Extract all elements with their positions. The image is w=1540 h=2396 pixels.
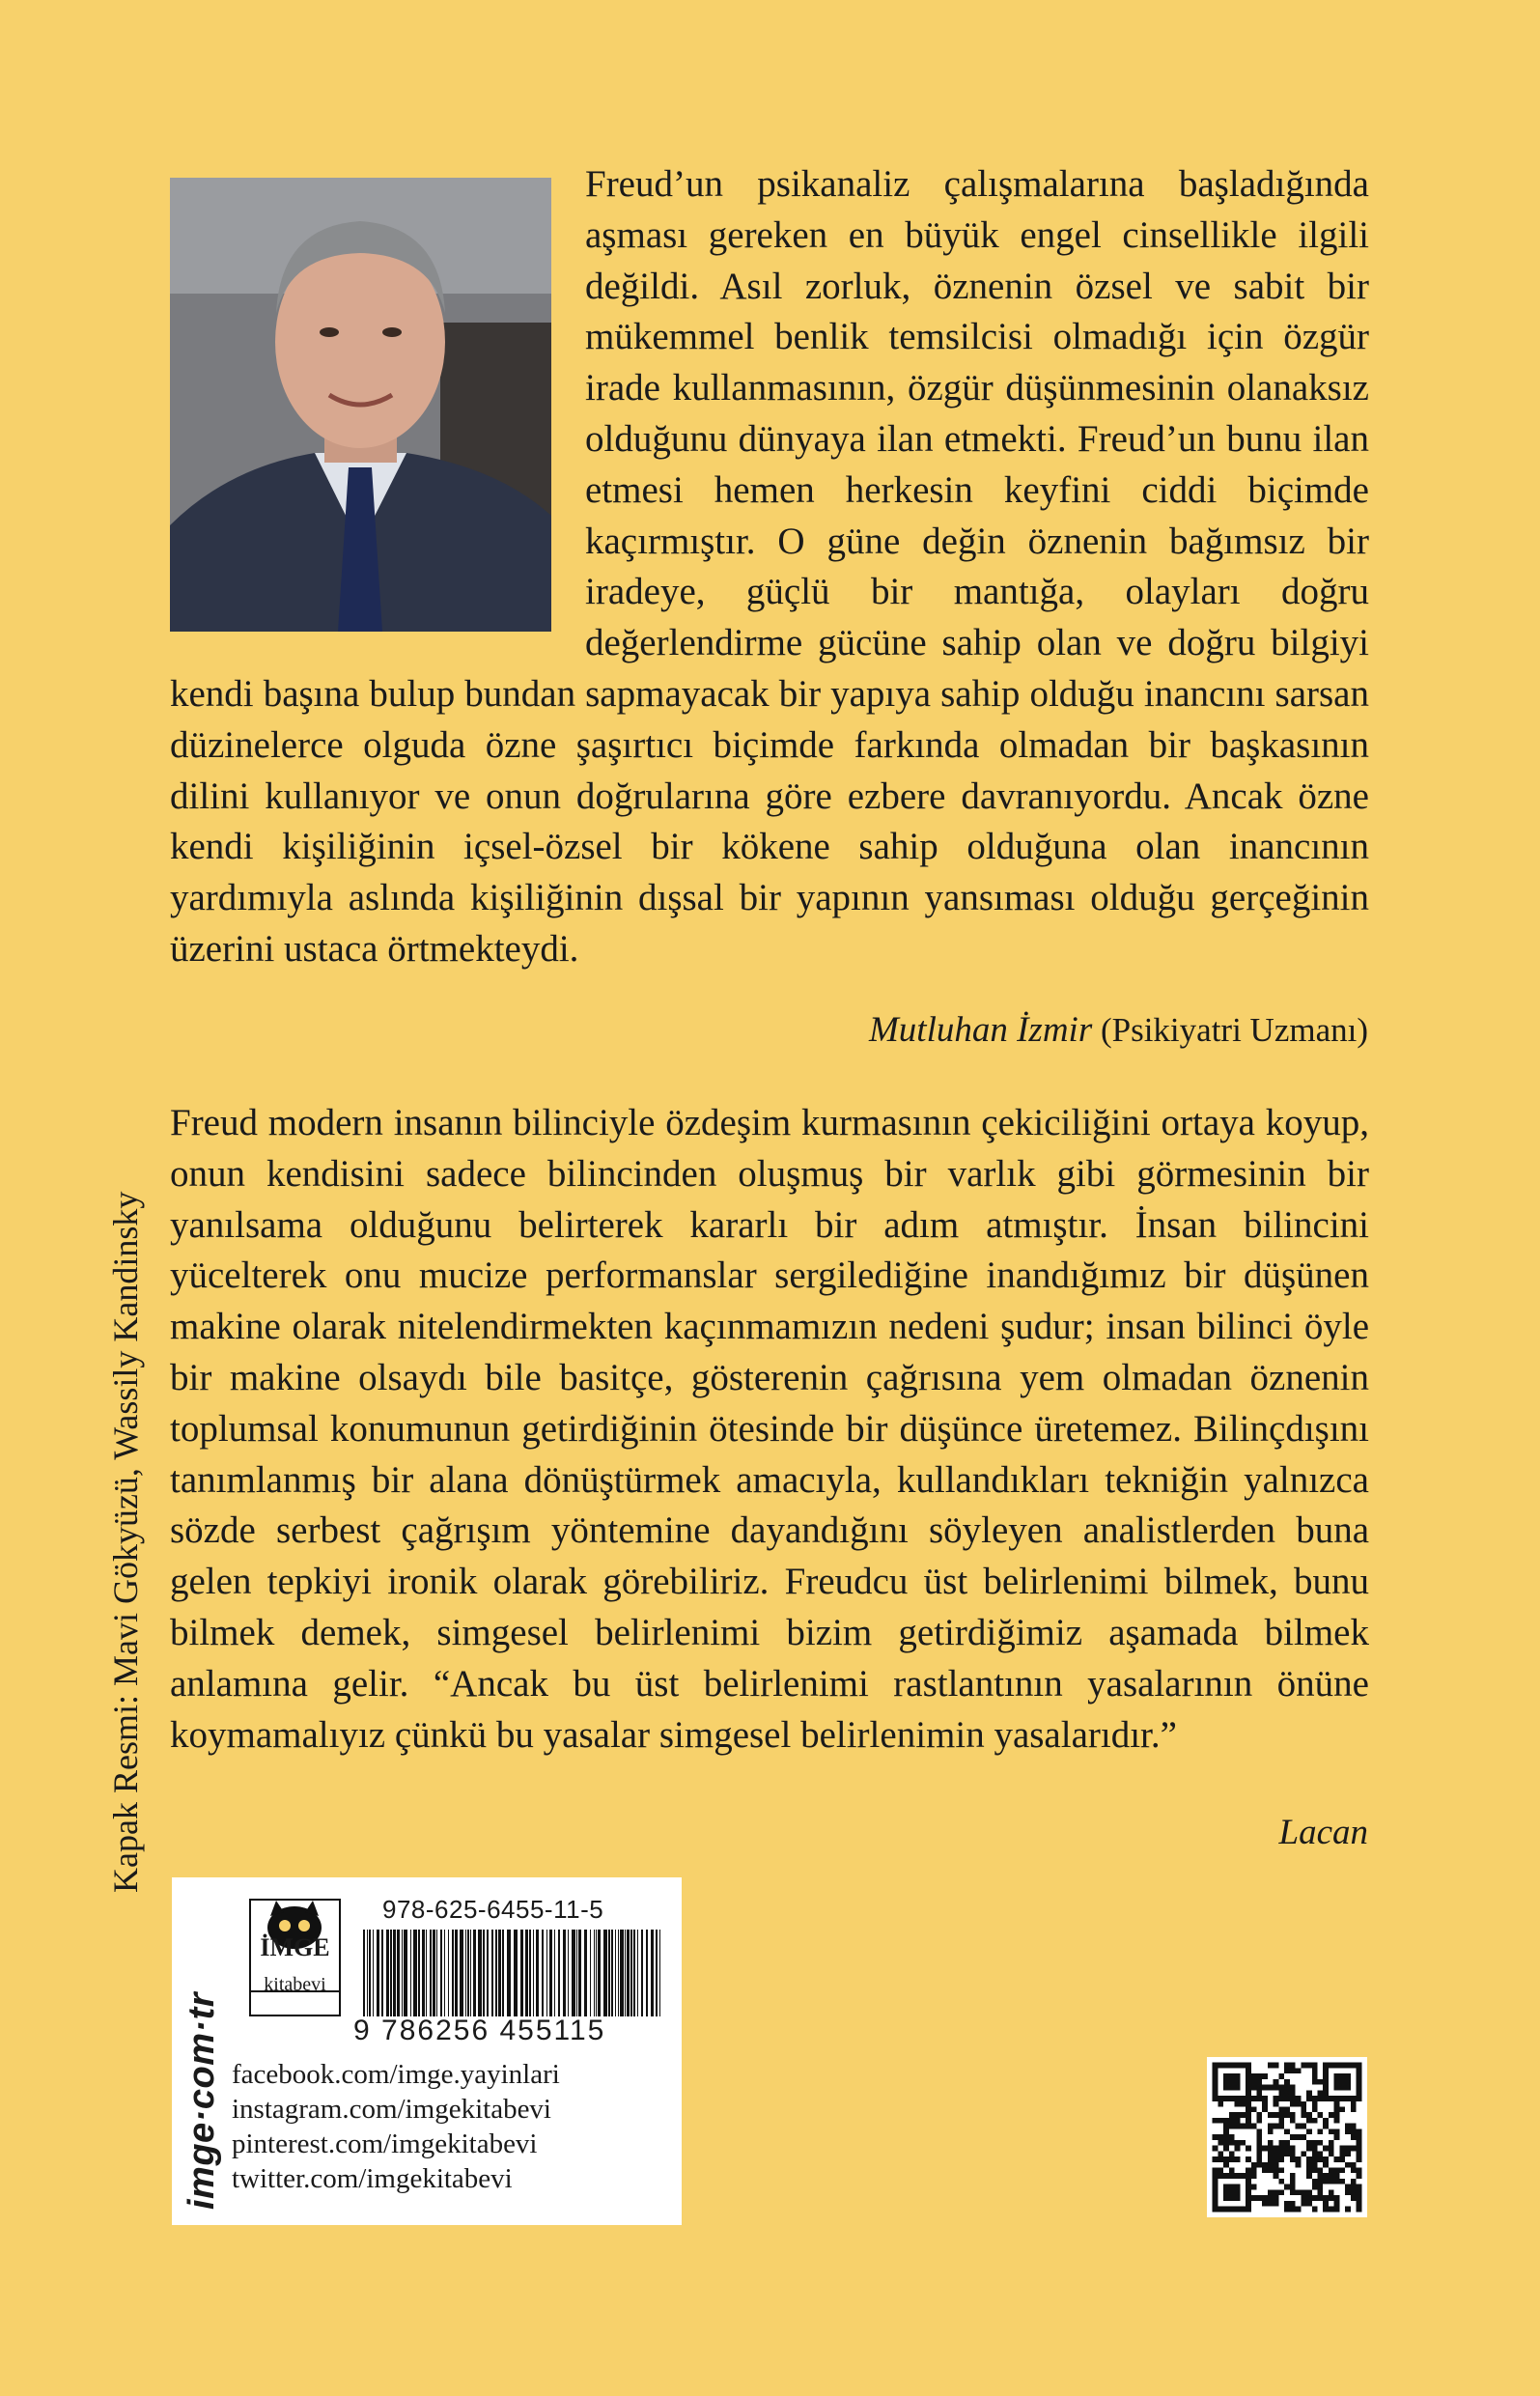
qr-code-icon (1207, 2057, 1367, 2217)
logo-name: İMGE (260, 1933, 330, 1961)
logo-subtitle: kitabevi (264, 1974, 326, 1995)
social-link-instagram[interactable]: instagram.com/imgekitabevi (232, 2094, 551, 2125)
social-links (232, 2057, 560, 2196)
signature-2 (1279, 1812, 1369, 1854)
cover-credit: Kapak Resmi: Mavi Gökyüzü, Wassily Kandinsky (106, 1191, 145, 1893)
publisher-site: imge·com·tr (182, 1991, 222, 2210)
isbn: 978-625-6455-11-5 (382, 1895, 604, 1924)
signature-1-name: Mutluhan İzmir (868, 1010, 1093, 1050)
main-paragraph-1 (170, 159, 1369, 975)
social-link-facebook[interactable]: facebook.com/imge.yayinlari (232, 2059, 560, 2090)
signature-2-name: Lacan (1278, 1813, 1368, 1852)
main-paragraph-2 (170, 1098, 1369, 1761)
barcode-number: 9 786256 455115 (353, 2015, 606, 2046)
barcode-icon (361, 1930, 666, 2016)
signature-1 (869, 1009, 1368, 1052)
signature-1-title: (Psikiyatri Uzmanı) (1100, 1011, 1368, 1049)
paragraph-1-text: Freud’un psikanaliz çalışmalarına başladığında aşması gereken en büyük engel cinsellikle ilgili değildi. Asıl zorluk, öznenin özsel ve sabit bir mükemmel benlik temsilcisi olmadığı için özgür irade kullanmasının, özgür düşünmesinin olanaksız olduğunu dünyaya ilan etmekti. Freud’un bunu ilan etmesi hemen herkesin keyfini ciddi biçimde kaçırmıştır. O güne değin öznenin bağımsız bir iradeye, güçlü bir mantığa, olayları doğru değerlendirme gücüne sahip olan ve doğru bilgiyi kendi başına bulup bundan sapmayacak bir yapıya sahip olduğu inancını sarsan düzinelerce olguda özne şaşırtıcı biçimde farkında olmadan bir başkasının dilini kullanıyor ve onun doğrularına göre ezbere davranıyordu. Ancak özne kendi kişiliğinin içsel-özsel bir kökene sahip olduğuna olan inancının yardımıyla aslında kişiliğinin dışsal bir yapının yansıması olduğu gerçeğinin üzerini ustaca örtmekteydi. (170, 163, 1369, 970)
social-link-pinterest[interactable]: pinterest.com/imgekitabevi (232, 2128, 538, 2159)
paragraph-2-text: Freud modern insanın bilinciyle özdeşim kurmasının çekiciliğini ortaya koyup, onun kendisini sadece bilincinden oluşmuş bir varlık gibi görmesinin bir yanılsama olduğunu belirterek kararlı bir adım atmıştır. İnsan bilincini yücelterek onu mucize performanslar sergilediğine inandığımız bir düşünen makine olarak nitelendirmekten kaçınmamızın nedeni şudur; insan bilinci öyle bir makine olsaydı bile basitçe, gösterenin çağrısına yem olmadan öznenin toplumsal konumunun getirdiğinin ötesinde bir düşünce üretemez. Bilinçdışını tanımlanmış bir alana dönüştürmek amacıyla, kullandıkları tekniğin yalnızca sözde serbest çağrışım yöntemine dayandığını söyleyen analistlerden buna gelen tepkiyi ironik olarak görebiliriz. Freudcu üst belirlenimi bilmek, bunu bilmek demek, simgesel belirlenimi bizim getirdiğimiz aşamada bilmek anlamına gelir. “Ancak bu üst belirlenimi rastlantının yasalarının önüne koymamalıyız çünkü bu yasalar simgesel belirlenimin yasalarıdır.” (170, 1102, 1369, 1756)
social-link-twitter[interactable]: twitter.com/imgekitabevi (232, 2163, 513, 2194)
publisher-box (172, 1877, 682, 2225)
